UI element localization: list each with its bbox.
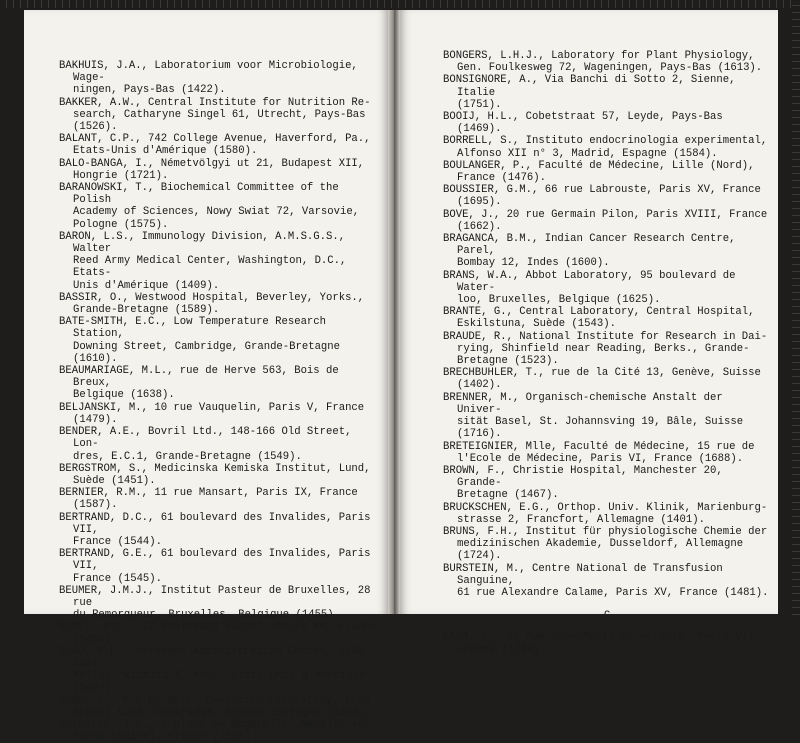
left-page — [24, 10, 388, 743]
directory-entry: BRETEIGNIER, Mlle, Faculté de Médecine, 15 rue de l'Ecole de Médecine, Paris VI, France (1688). — [443, 440, 755, 465]
directory-entry: BRAUDE, R., National Institute for Research in Dai- rying, Shinfield near Reading, Berks., Grande- Bretagne (1523). — [443, 330, 768, 368]
directory-entry: BOOIJ, H.L., Cobetstraat 57, Leyde, Pays-Bas (1469). — [443, 111, 723, 136]
directory-entry: BOUSSIER, G.M., 66 rue Labrouste, Paris XV, France (1695). — [443, 184, 761, 209]
directory-entry: BELJANSKI, M., 10 rue Vauquelin, Paris V, France (1479). — [59, 401, 365, 426]
left-entry-list — [59, 60, 381, 743]
directory-entry: BARON, L.S., Immunology Division, A.M.S.G.S., Walter Reed Army Medical Center, Washington, D.C., Etats- Unis d'Amérique (1409). — [59, 230, 347, 292]
directory-entry: BEUMER, J.M.J., Institut Pasteur de Bruxelles, 28 rue du Remorqueur, Bruxelles, Belgique (1455). — [59, 584, 371, 622]
directory-entry: BURSTEIN, M., Centre National de Transfusion Sanguine, 61 rue Alexandre Calame, Paris XV, France (1481). — [443, 562, 769, 599]
directory-entry: BODO, G., M.R.C. Unit, Cavendish Laboratory, Free School Lane, Cambridge, Grande-Bretagne (1593). — [59, 694, 372, 719]
directory-entry: BALO-BANGA, I., Németvölgyi ut 21, Budapest XII, Hongrie (1721). — [59, 157, 365, 182]
section-letter-heading: C — [603, 610, 611, 623]
directory-entry: BRUNS, F.H., Institut für physiologische Chemie der medizinischen Akademie, Dusseldorf, Allemagne (1724). — [443, 525, 768, 563]
directory-entry: BRENNER, M., Organisch-chemische Anstalt der Univer- sität Basel, St. Johannsving 19, Bâle, Suisse (1716). — [443, 391, 744, 441]
directory-entry: BAKKER, A.W., Central Institute for Nutrition Re- search, Catharyne Singel 61, Utrecht, Pays-Bas (1526). — [59, 96, 371, 134]
directory-entry: BARANOWSKI, T., Biochemical Committee of the Polish Academy of Sciences, Nowy Swiat 72, Varsovie, Pologne (1575). — [59, 182, 360, 231]
directory-entry: BROWN, F., Christie Hospital, Manchester 20, Grande- Bretagne (1467). — [443, 464, 723, 502]
directory-entry: BERGSTROM, S., Medicinska Kemiska Institut, Lund, Suède (1451). — [59, 462, 371, 487]
directory-entry: BLAU, N.F., Veterans Administration Center, 5500 East Kellog, Wichita 8, Kan., Etats-Unis d'Amérique (1437). — [59, 645, 366, 695]
directory-entry: BOVE, J., 20 rue Germain Pilon, Paris XVIII, France (1662). — [443, 208, 768, 233]
directory-entry: BATE-SMITH, E.C., Low Temperature Research Station, Downing Street, Cambridge, Grande-Bretagne (1610). — [59, 316, 341, 365]
directory-entry: BERTRAND, G.E., 61 boulevard des Invalides, Paris VII, France (1545). — [59, 548, 371, 585]
directory-entry: BERTRAND, D.C., 61 boulevard des Invalides, Paris VII, France (1544). — [59, 511, 371, 548]
directory-entry: BRECHBUHLER, T., rue de la Cité 13, Genève, Suisse (1402). — [443, 367, 761, 392]
directory-entry: BAKHUIS, J.A., Laboratorium voor Microbiologie, Wage- ningen, Pays-Bas (1422). — [59, 60, 358, 97]
directory-entry: BORRELL, S., Instituto endocrinologia experimental, Alfonso XII n° 3, Madrid, Espagne (1584). — [443, 135, 768, 160]
directory-entry: BALANT, C.P., 742 College Avenue, Haverford, Pa., Etats-Unis d'Amérique (1580). — [59, 133, 371, 158]
directory-entry: BRANTE, G., Central Laboratory, Central Hospital, Eskilstuna, Suède (1543). — [443, 306, 755, 331]
right-entry-list — [443, 50, 771, 656]
directory-entry: BERNIER, R.M., 11 rue Mansart, Paris IX, France (1587). — [59, 487, 358, 512]
directory-entry: BIGET, P.L., 22 boulevard Victor, Paris XV, France (1490). — [59, 621, 377, 646]
directory-entry: BRANS, W.A., Abbot Laboratory, 95 boulevard de Water- loo, Bruxelles, Belgique (1625). — [443, 269, 736, 307]
directory-entry: BOULANGER, P., Faculté de Médecine, Lille (Nord), France (1476). — [443, 159, 755, 185]
directory-entry: CAHN, J., 18 rue José-Maria de Hérédia, Paris VII, France (1714). — [443, 631, 761, 656]
directory-entry: BENDER, A.E., Bovril Ltd., 148-166 Old Street, Lon- dres, E.C.1, Grande-Bretagne (1549). — [59, 426, 352, 463]
right-page — [400, 10, 778, 656]
directory-entry: BONSIGNORE, A., Via Banchi di Sotto 2, Sienne, Italie (1751). — [443, 74, 736, 111]
scanner-ruler-right — [792, 0, 800, 621]
directory-entry: BASSIR, O., Westwood Hospital, Beverley, Yorks., Grande-Bretagne (1589). — [59, 291, 365, 317]
directory-entry: BOISSIER, J.R., 2 place de Bagatelle, Neuilly-sur- Seine (Seine), France (1506). — [59, 718, 377, 743]
directory-entry: BRUCKSCHEN, E.G., Orthop. Univ. Klinik, Marienburg- strasse 2, Francfort, Allemagne (1401). — [443, 501, 768, 526]
directory-entry: BRAGANCA, B.M., Indian Cancer Research Centre, Parel, Bombay 12, Indes (1600). — [443, 233, 736, 270]
directory-entry: BEAUMARIAGE, M.L., rue de Herve 563, Bois de Breux, Belgique (1638). — [59, 365, 339, 402]
scanner-ruler-top — [0, 0, 800, 8]
book-gutter — [388, 10, 400, 614]
directory-entry: BONGERS, L.H.J., Laboratory for Plant Physiology, Gen. Foulkesweg 72, Wageningen, Pays-Bas (1613). — [443, 50, 763, 75]
